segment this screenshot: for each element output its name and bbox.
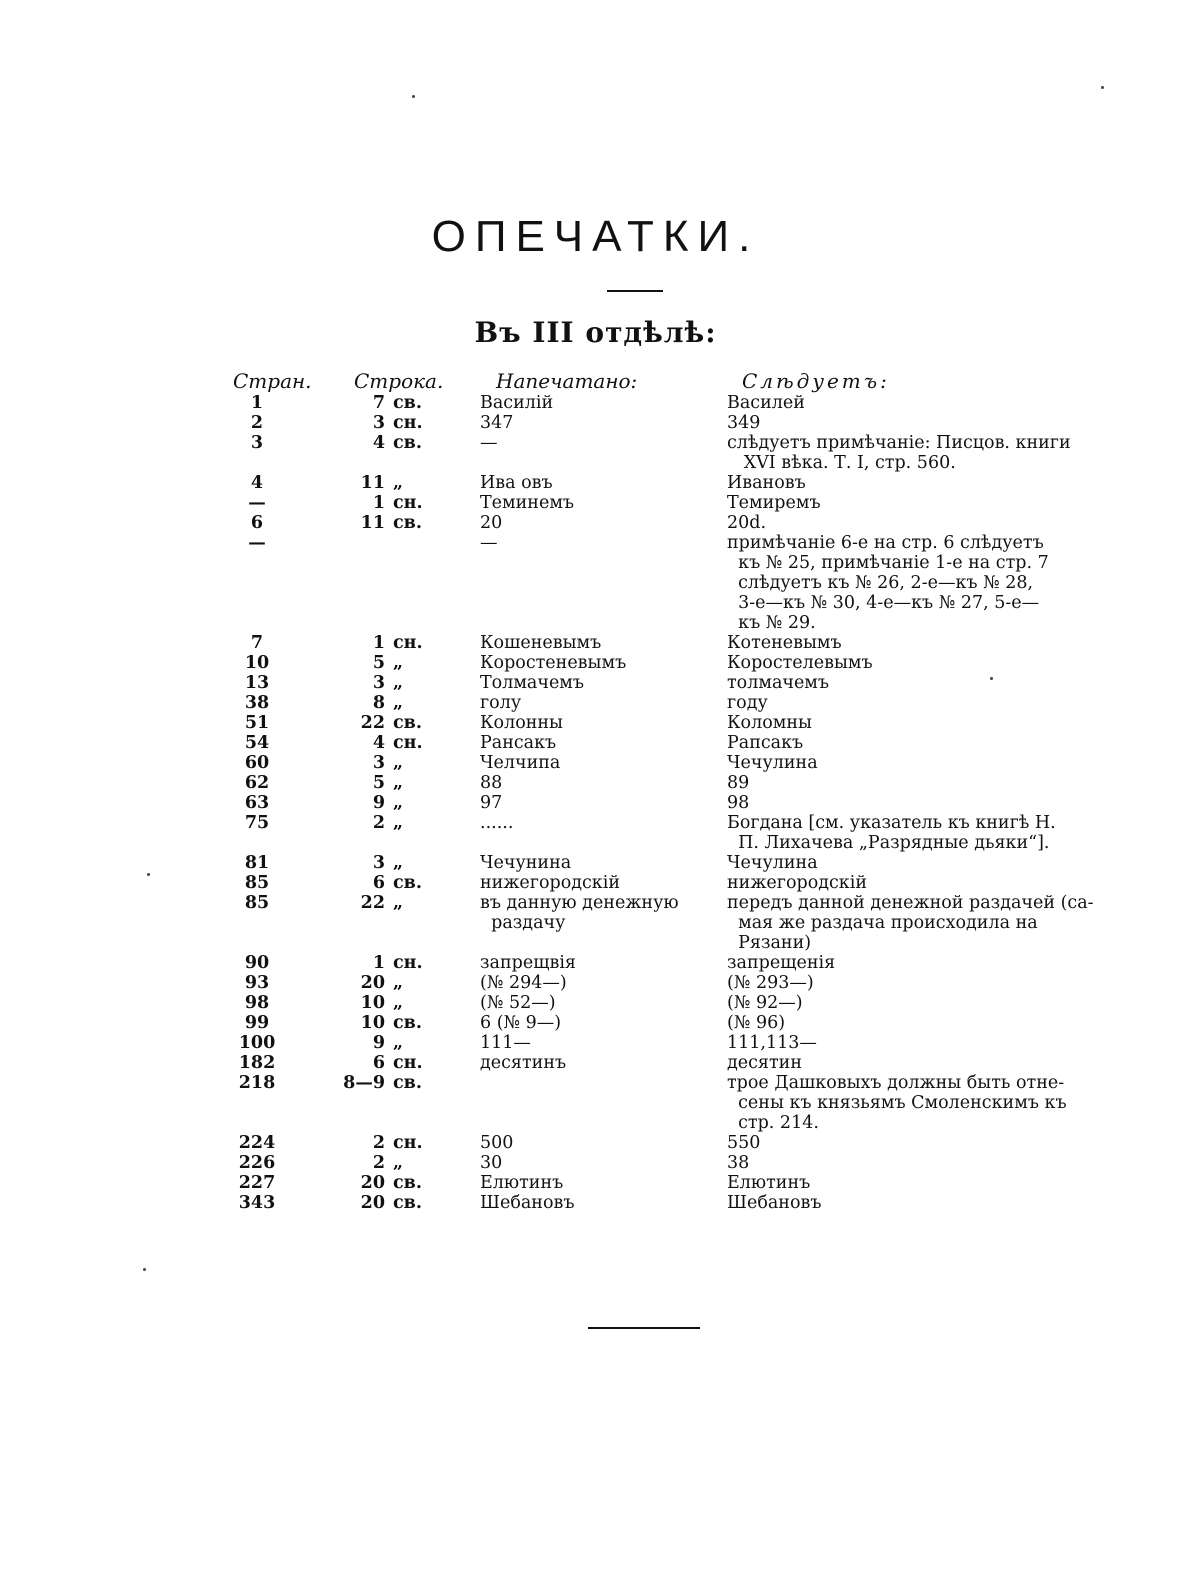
table-row bbox=[0, 1033, 1191, 1053]
row-line-position: св. bbox=[393, 873, 422, 893]
print-speck bbox=[147, 873, 150, 876]
row-correction-text: Ивановъ bbox=[727, 473, 806, 493]
row-correction-text: слѣдуетъ примѣчаніе: Писцов. книги XVI вѣка. Т. I, стр. 560. bbox=[727, 433, 1071, 473]
table-row bbox=[0, 413, 1191, 433]
row-page-number: — bbox=[248, 493, 266, 513]
row-correction-text: Рапсакъ bbox=[727, 733, 804, 753]
column-header-page: Стран. bbox=[233, 369, 312, 393]
row-line-position: „ bbox=[393, 793, 404, 813]
row-printed-text: Толмачемъ bbox=[480, 673, 585, 693]
row-line-position: св. bbox=[393, 1193, 422, 1213]
row-line-number: 20 bbox=[360, 1193, 385, 1213]
row-line-position: св. bbox=[393, 713, 422, 733]
row-printed-text: 111— bbox=[480, 1033, 531, 1053]
row-printed-text: ...... bbox=[480, 813, 514, 833]
row-page-number: 90 bbox=[244, 953, 270, 973]
row-line-number: 2 bbox=[372, 1153, 385, 1173]
row-line-number: 3 bbox=[372, 673, 385, 693]
row-correction-text: передъ данной денежной раздачей (са- мая же раздача происходила на Рязани) bbox=[727, 893, 1094, 953]
row-line-position: сн. bbox=[393, 953, 423, 973]
row-printed-text: 347 bbox=[480, 413, 514, 433]
row-line-number: 7 bbox=[372, 393, 385, 413]
row-correction-text: (№ 293—) bbox=[727, 973, 814, 993]
row-printed-text: голу bbox=[480, 693, 522, 713]
row-page-number: 60 bbox=[244, 753, 270, 773]
row-printed-text: Шебановъ bbox=[480, 1193, 575, 1213]
row-printed-text: Колонны bbox=[480, 713, 563, 733]
row-page-number: 99 bbox=[244, 1013, 270, 1033]
row-correction-text: году bbox=[727, 693, 768, 713]
row-line-number: 11 bbox=[360, 473, 385, 493]
row-printed-text: 30 bbox=[480, 1153, 503, 1173]
row-printed-text: Василій bbox=[480, 393, 554, 413]
row-line-position: „ bbox=[393, 653, 404, 673]
row-correction-text: трое Дашковыхъ должны быть отне- сены къ князьямъ Смоленскимъ къ стр. 214. bbox=[727, 1073, 1067, 1133]
row-page-number: 100 bbox=[238, 1033, 276, 1053]
row-printed-text: Коростеневымъ bbox=[480, 653, 627, 673]
table-row bbox=[0, 653, 1191, 673]
row-page-number: 3 bbox=[250, 433, 264, 453]
row-line-number: 22 bbox=[360, 713, 385, 733]
row-line-number: 2 bbox=[372, 813, 385, 833]
table-row bbox=[0, 893, 1191, 953]
row-correction-text: 111,113— bbox=[727, 1033, 817, 1053]
row-correction-text: (№ 92—) bbox=[727, 993, 803, 1013]
table-row bbox=[0, 673, 1191, 693]
row-line-number: 20 bbox=[360, 973, 385, 993]
table-row bbox=[0, 433, 1191, 473]
row-line-number: 9 bbox=[372, 1033, 385, 1053]
row-printed-text: 20 bbox=[480, 513, 503, 533]
row-printed-text: запрещвія bbox=[480, 953, 576, 973]
print-speck bbox=[990, 677, 993, 680]
row-line-number: 10 bbox=[360, 1013, 385, 1033]
row-page-number: 1 bbox=[250, 393, 264, 413]
table-row bbox=[0, 493, 1191, 513]
row-correction-text: 20d. bbox=[727, 513, 767, 533]
row-printed-text: (№ 294—) bbox=[480, 973, 567, 993]
row-line-number: 8 bbox=[372, 693, 385, 713]
row-line-position: „ bbox=[393, 893, 404, 913]
row-correction-text: запрещенія bbox=[727, 953, 836, 973]
row-correction-text: Елютинъ bbox=[727, 1173, 811, 1193]
row-line-number: 10 bbox=[360, 993, 385, 1013]
row-line-position: „ bbox=[393, 773, 404, 793]
print-speck bbox=[143, 1268, 146, 1271]
row-line-number: 5 bbox=[372, 653, 385, 673]
table-row bbox=[0, 1173, 1191, 1193]
row-page-number: 51 bbox=[244, 713, 270, 733]
table-row bbox=[0, 693, 1191, 713]
row-page-number: 226 bbox=[238, 1153, 276, 1173]
row-correction-text: Чечулина bbox=[727, 853, 818, 873]
row-printed-text: Челчипа bbox=[480, 753, 561, 773]
row-line-number: 11 bbox=[360, 513, 385, 533]
table-row bbox=[0, 513, 1191, 533]
row-correction-text: Шебановъ bbox=[727, 1193, 822, 1213]
row-page-number: 227 bbox=[238, 1173, 276, 1193]
row-line-number: 3 bbox=[372, 853, 385, 873]
row-printed-text: десятинъ bbox=[480, 1053, 567, 1073]
row-line-number: 22 bbox=[360, 893, 385, 913]
row-page-number: 218 bbox=[238, 1073, 276, 1093]
table-row bbox=[0, 633, 1191, 653]
row-line-number: 20 bbox=[360, 1173, 385, 1193]
table-row bbox=[0, 733, 1191, 753]
row-page-number: 182 bbox=[238, 1053, 276, 1073]
row-page-number: 13 bbox=[244, 673, 270, 693]
row-line-position: „ bbox=[393, 673, 404, 693]
row-page-number: 224 bbox=[238, 1133, 276, 1153]
row-printed-text: нижегородскій bbox=[480, 873, 620, 893]
row-printed-text: — bbox=[480, 533, 498, 553]
row-line-position: св. bbox=[393, 393, 422, 413]
row-printed-text: 97 bbox=[480, 793, 503, 813]
row-line-position: св. bbox=[393, 513, 422, 533]
row-line-number: 1 bbox=[372, 953, 385, 973]
table-row bbox=[0, 1193, 1191, 1213]
row-printed-text: Чечунина bbox=[480, 853, 572, 873]
row-line-position: св. bbox=[393, 1013, 422, 1033]
row-line-position: св. bbox=[393, 1173, 422, 1193]
column-header-line: Строка. bbox=[354, 369, 444, 393]
table-row bbox=[0, 813, 1191, 853]
table-row bbox=[0, 773, 1191, 793]
row-line-position: „ bbox=[393, 473, 404, 493]
row-page-number: 6 bbox=[250, 513, 264, 533]
row-correction-text: Котеневымъ bbox=[727, 633, 842, 653]
table-row bbox=[0, 853, 1191, 873]
row-printed-text: Теминемъ bbox=[480, 493, 575, 513]
page-title: ОПЕЧАТКИ. bbox=[431, 212, 760, 261]
row-line-number: 8—9 bbox=[343, 1073, 385, 1093]
row-page-number: 54 bbox=[244, 733, 270, 753]
row-correction-text: 98 bbox=[727, 793, 750, 813]
row-correction-text: нижегородскій bbox=[727, 873, 867, 893]
row-line-number: 4 bbox=[372, 433, 385, 453]
row-page-number: 38 bbox=[244, 693, 270, 713]
table-row bbox=[0, 753, 1191, 773]
table-row bbox=[0, 873, 1191, 893]
table-row bbox=[0, 953, 1191, 973]
table-row bbox=[0, 1073, 1191, 1133]
column-header-printed: Напечатано: bbox=[496, 369, 638, 393]
table-row bbox=[0, 993, 1191, 1013]
row-line-number: 6 bbox=[372, 1053, 385, 1073]
row-line-number: 2 bbox=[372, 1133, 385, 1153]
row-page-number: 81 bbox=[244, 853, 270, 873]
row-correction-text: десятин bbox=[727, 1053, 802, 1073]
row-page-number: 63 bbox=[244, 793, 270, 813]
row-correction-text: Василей bbox=[727, 393, 805, 413]
row-line-position: сн. bbox=[393, 1133, 423, 1153]
row-page-number: 75 bbox=[244, 813, 270, 833]
table-row bbox=[0, 393, 1191, 413]
row-correction-text: Чечулина bbox=[727, 753, 818, 773]
title-divider bbox=[607, 290, 663, 292]
row-correction-text: Коломны bbox=[727, 713, 812, 733]
row-line-position: „ bbox=[393, 993, 404, 1013]
row-printed-text: 88 bbox=[480, 773, 503, 793]
row-printed-text: Кошеневымъ bbox=[480, 633, 602, 653]
row-page-number: 4 bbox=[250, 473, 264, 493]
row-line-position: „ bbox=[393, 753, 404, 773]
row-page-number: 93 bbox=[244, 973, 270, 993]
table-row bbox=[0, 1053, 1191, 1073]
row-line-number: 9 bbox=[372, 793, 385, 813]
closing-divider bbox=[588, 1327, 700, 1329]
row-page-number: 98 bbox=[244, 993, 270, 1013]
row-line-position: „ bbox=[393, 1153, 404, 1173]
row-line-position: „ bbox=[393, 853, 404, 873]
row-line-position: сн. bbox=[393, 633, 423, 653]
row-line-position: „ bbox=[393, 1033, 404, 1053]
row-page-number: 85 bbox=[244, 873, 270, 893]
row-printed-text: въ данную денежную раздачу bbox=[480, 893, 679, 933]
print-speck bbox=[1101, 86, 1104, 89]
column-header-should: Слѣдуетъ: bbox=[742, 369, 890, 393]
row-page-number: 10 bbox=[244, 653, 270, 673]
row-correction-text: Темиремъ bbox=[727, 493, 821, 513]
row-line-number: 4 bbox=[372, 733, 385, 753]
row-page-number: 62 bbox=[244, 773, 270, 793]
row-correction-text: 38 bbox=[727, 1153, 750, 1173]
row-line-number: 1 bbox=[372, 633, 385, 653]
row-line-number: 3 bbox=[372, 413, 385, 433]
row-printed-text: Елютинъ bbox=[480, 1173, 564, 1193]
row-page-number: 2 bbox=[250, 413, 264, 433]
row-printed-text: Рансакъ bbox=[480, 733, 557, 753]
row-line-position: сн. bbox=[393, 1053, 423, 1073]
row-line-position: св. bbox=[393, 1073, 422, 1093]
row-page-number: 85 bbox=[244, 893, 270, 913]
row-page-number: 343 bbox=[238, 1193, 276, 1213]
table-row bbox=[0, 713, 1191, 733]
section-heading: Въ III отдѣлѣ: bbox=[474, 316, 717, 349]
row-line-position: „ bbox=[393, 813, 404, 833]
row-printed-text: — bbox=[480, 433, 498, 453]
row-line-number: 6 bbox=[372, 873, 385, 893]
row-correction-text: примѣчаніе 6-е на стр. 6 слѣдуетъ къ № 25, примѣчаніе 1-е на стр. 7 слѣдуетъ къ № 26, 2-е—къ № 28, 3-е—къ № 30, 4-е—къ № 27, 5-е— къ № 29. bbox=[727, 533, 1049, 633]
table-row bbox=[0, 793, 1191, 813]
row-correction-text: (№ 96) bbox=[727, 1013, 786, 1033]
row-correction-text: Богдана [см. указатель къ книгѣ Н. П. Лихачева „Разрядные дьяки“]. bbox=[727, 813, 1056, 853]
row-line-number: 1 bbox=[372, 493, 385, 513]
table-row bbox=[0, 533, 1191, 633]
row-correction-text: 89 bbox=[727, 773, 750, 793]
print-speck bbox=[412, 95, 415, 98]
row-correction-text: толмачемъ bbox=[727, 673, 830, 693]
table-row bbox=[0, 1013, 1191, 1033]
row-line-position: сн. bbox=[393, 413, 423, 433]
row-correction-text: 349 bbox=[727, 413, 761, 433]
table-row bbox=[0, 1153, 1191, 1173]
row-line-position: сн. bbox=[393, 733, 423, 753]
row-page-number: — bbox=[248, 533, 266, 553]
row-line-position: св. bbox=[393, 433, 422, 453]
row-line-number: 5 bbox=[372, 773, 385, 793]
row-printed-text: 6 (№ 9—) bbox=[480, 1013, 562, 1033]
row-line-position: „ bbox=[393, 973, 404, 993]
table-row bbox=[0, 473, 1191, 493]
row-correction-text: Коростелевымъ bbox=[727, 653, 873, 673]
row-printed-text: (№ 52—) bbox=[480, 993, 556, 1013]
table-row bbox=[0, 1133, 1191, 1153]
row-line-number: 3 bbox=[372, 753, 385, 773]
row-printed-text: 500 bbox=[480, 1133, 514, 1153]
row-line-position: „ bbox=[393, 693, 404, 713]
row-page-number: 7 bbox=[250, 633, 264, 653]
row-line-position: сн. bbox=[393, 493, 423, 513]
table-row bbox=[0, 973, 1191, 993]
row-correction-text: 550 bbox=[727, 1133, 761, 1153]
row-printed-text: Ива овъ bbox=[480, 473, 553, 493]
